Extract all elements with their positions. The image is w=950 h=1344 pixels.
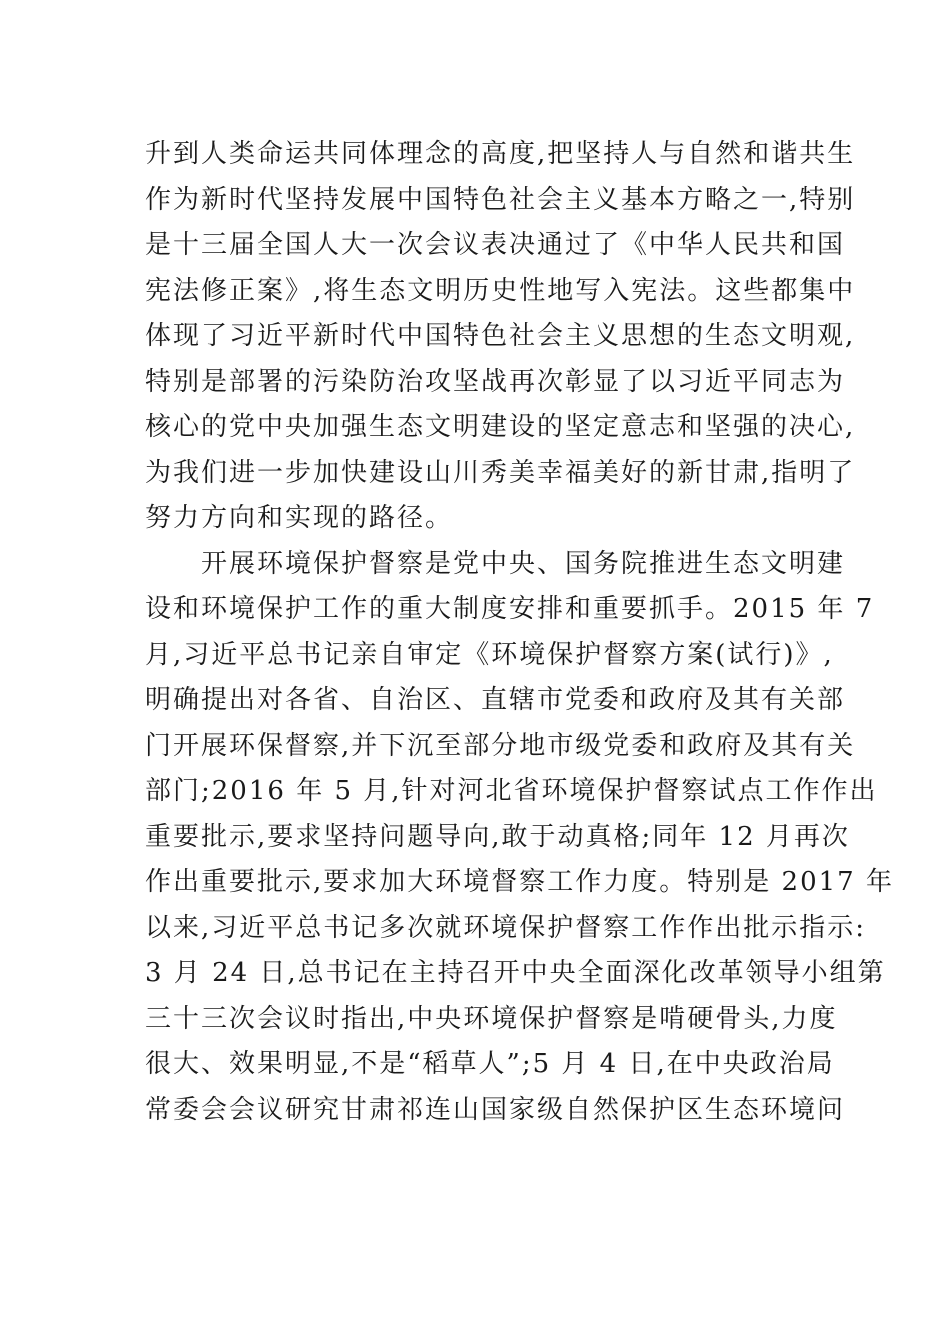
- text-line: 三十三次会议时指出,中央环境保护督察是啃硬骨头,力度: [145, 1003, 838, 1034]
- text-line: 努力方向和实现的路径。: [145, 503, 454, 533]
- text-line: 是十三届全国人大一次会议表决通过了《中华人民共和国: [145, 230, 846, 260]
- text-line: 明确提出对各省、自治区、直辖市党委和政府及其有关部: [145, 685, 846, 715]
- paragraph-1: [145, 132, 856, 542]
- text-line: 以来,习近平总书记多次就环境保护督察工作作出批示指示:: [145, 912, 867, 943]
- text-line: 体现了习近平新时代中国特色社会主义思想的生态文明观,: [145, 321, 856, 351]
- text-line: 重要批示,要求坚持问题导向,敢于动真格;同年 12 月再次: [145, 821, 850, 852]
- text-line: 为我们进一步加快建设山川秀美幸福美好的新甘肃,指明了: [145, 457, 856, 488]
- text-line: 部门;2016 年 5 月,针对河北省环境保护督察试点工作作出: [145, 776, 878, 806]
- text-line: 很大、效果明显,不是“稻草人”;5 月 4 日,在中央政治局: [145, 1049, 835, 1079]
- text-line: 宪法修正案》,将生态文明历史性地写入宪法。这些都集中: [145, 275, 856, 306]
- text-line: 常委会会议研究甘肃祁连山国家级自然保护区生态环境问: [145, 1094, 846, 1125]
- text-line: 设和环境保护工作的重大制度安排和重要抓手。2015 年 7: [145, 594, 875, 624]
- text-line: 作出重要批示,要求加大环境督察工作力度。特别是 2017 年: [145, 867, 894, 897]
- text-line: 核心的党中央加强生态文明建设的坚定意志和坚强的决心,: [145, 412, 856, 442]
- text-line: 月,习近平总书记亲自审定《环境保护督察方案(试行)》,: [145, 639, 834, 670]
- text-line: 作为新时代坚持发展中国特色社会主义基本方略之一,特别: [145, 184, 856, 215]
- text-line: 升到人类命运共同体理念的高度,把坚持人与自然和谐共生: [145, 139, 856, 169]
- text-line: 3 月 24 日,总书记在主持召开中央全面深化改革领导小组第: [145, 958, 886, 988]
- text-line: 门开展环保督察,并下沉至部分地市级党委和政府及其有关: [145, 730, 856, 761]
- document-body: [145, 132, 894, 1133]
- text-line: 特别是部署的污染防治攻坚战再次彰显了以习近平同志为: [145, 366, 846, 397]
- paragraph-2: [145, 542, 894, 1134]
- text-line: 开展环境保护督察是党中央、国务院推进生态文明建: [201, 548, 846, 579]
